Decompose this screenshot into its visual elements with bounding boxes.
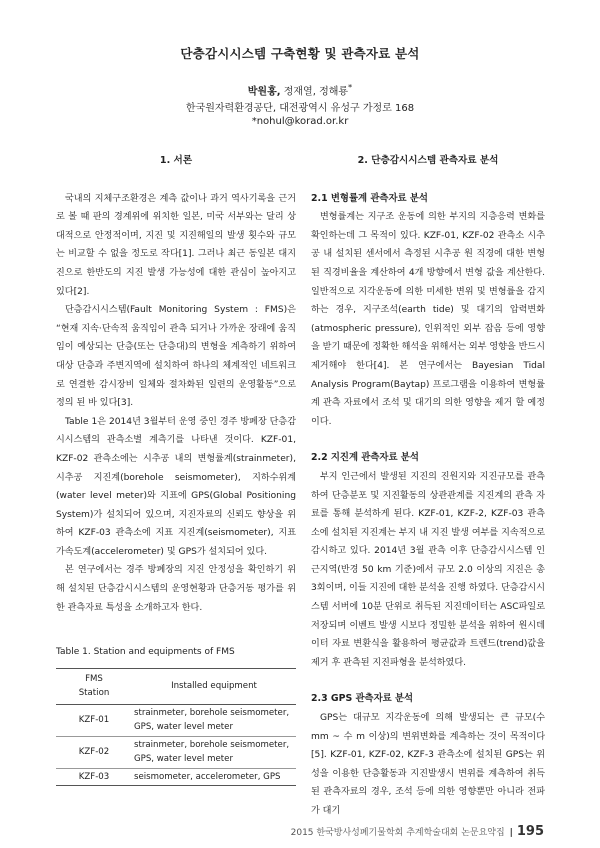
equipment-cell: seismometer, accelerometer, GPS xyxy=(132,768,296,786)
co-authors: 정재열, 정해룡 xyxy=(280,86,349,98)
intro-paragraph-2: 단층감시시스템(Fault Monitoring System : FMS)은 “현재 지속·단속적 움직임이 관측 되거나 가까운 장래에 움직임이 예상되는 단층(또는 단층대)의 변형을 계측하기 위하여 대상 단층과 주변지역에 설치하여 하나의 체계적인 네트워크로 연결한 감시장비 일체와 절차화된 일련의 운영활동”으로 정의 된 바 있다[3]. xyxy=(56,305,296,409)
section-heading-intro: 1. 서론 xyxy=(159,155,193,166)
corresponding-mark: * xyxy=(348,82,353,92)
intro-paragraph-4: 본 연구에서는 경주 방폐장의 지진 안정성을 확인하기 위해 설치된 단층감시시스템의 운영현황과 단층거동 평가를 위한 관측자료 특성을 소개하고자 한다. xyxy=(56,565,296,613)
strainmeter-paragraph: 변형률계는 지구조 운동에 의한 부지의 지층응력 변화를 확인하는데 그 목적이 있다. KZF-01, KZF-02 관측소 시추공 내 설치된 센서에서 측정된 시추공 원 직경에 대한 변형된 직경비율을 계산하여 4개 방향에서 변형 값을 계산한다. 일반적으로 지각운동에 의한 미세한 변위 및 변형률을 감지하는 경우, 지구조석(earth tide) 및 대기의 압력변화(atmospheric pressure), 인위적인 외부 잡음 등에 영향을 받기 때문에 정확한 해석을 위해서는 외부 영향을 반드시 제거해야 한다[4]. 본 연구에서는 Bayesian Tidal Analysis Program(Baytap) 프로그램을 이용하여 변형률계 관측 자료에서 조석 및 대기의 의한 영향을 제거 할 예정이다. xyxy=(311,212,545,427)
station-cell: KZF-01 xyxy=(56,704,132,736)
station-cell: KZF-02 xyxy=(56,736,132,768)
subsection-title-seismometer: 2.2 지진계 관측자료 분석 xyxy=(311,452,419,464)
email: *nohul@korad.or.kr xyxy=(251,116,349,127)
affiliation: 한국원자력환경공단, 대전광역시 유성구 가정로 168 xyxy=(185,103,415,114)
table-header-row xyxy=(56,668,296,704)
lead-author: 박원홍, xyxy=(247,86,281,98)
table-row xyxy=(56,768,296,786)
intro-paragraph-1: 국내의 지체구조환경은 계측 값이나 과거 역사기록을 근거로 볼 때 판의 경계위에 위치한 일본, 미국 서부와는 달리 상대적으로 안정적이며, 지진 및 지진해일의 발생 횟수와 규모는 비교할 수 없을 정도로 작다[1]. 그러나 최근 동일본 대지진으로 한반도의 지진 발생 가능성에 대한 관심이 높아지고 있다[2]. xyxy=(56,193,296,297)
table-row xyxy=(56,704,296,736)
subsection-title-strainmeter: 2.1 변형률계 관측자료 분석 xyxy=(311,192,428,204)
gps-paragraph: GPS는 대규모 지각운동에 의해 발생되는 큰 규모(수 mm ~ 수 m 이상)의 변위변화를 계측하는 것이 목적이다[5]. KZF-01, KZF-02, KZF-3 관측소에 설치된 GPS는 위성을 이용한 단층활동과 지진발생시 변위를 계측하여 취득된 관측자료의 경우, 조석 등에 의한 영향뿐만 아니라 전파가 대기 xyxy=(311,713,545,816)
intro-paragraph-3: Table 1은 2014년 3월부터 운영 중인 경주 방폐장 단층감시시스템의 관측소별 계측기를 나타낸 것이다. KZF-01, KZF-02 관측소에는 시추공 내의 변형률계(strainmeter), 시추공 지진계(borehole seismometer), 지하수위계(water level meter)와 지표에 GPS(Global Positioning System)가 설치되어 있으며, 지진자료의 신뢰도 향상을 위하여 KZF-03 관측소에 지표 지진계(seismometer), 지표 가속도계(accelerometer) 및 GPS가 설치되어 있다. xyxy=(56,416,296,557)
subsection-title-gps: 2.3 GPS 관측자료 분석 xyxy=(311,693,414,705)
left-column xyxy=(56,152,296,786)
right-column xyxy=(311,152,545,821)
equipment-cell: strainmeter, borehole seismometer, GPS, water level meter xyxy=(132,736,296,768)
section-heading-analysis: 2. 단층감시시스템 관측자료 분석 xyxy=(357,155,499,166)
table-header-equipment: Installed equipment xyxy=(132,668,296,704)
station-cell: KZF-03 xyxy=(56,768,132,786)
page-footer xyxy=(291,824,544,839)
paper-title: 단층감시시스템 구축현황 및 관측자료 분석 xyxy=(180,46,420,61)
table-header-station: FMS Station xyxy=(56,668,132,704)
table-row xyxy=(56,736,296,768)
equipment-cell: strainmeter, borehole seismometer, GPS, water level meter xyxy=(132,704,296,736)
author-line xyxy=(0,82,600,97)
fms-table xyxy=(56,668,296,787)
table-caption: Table 1. Station and equipments of FMS xyxy=(56,647,235,658)
seismometer-paragraph: 부지 인근에서 발생된 지진의 진원지와 지진규모를 관측하여 단층분포 및 지진활동의 상관관계를 지진계의 관측 자료를 통해 분석하게 된다. KZF-01, KZF-2, KZF-03 관측소에 설치된 지진계는 부지 내 지진 발생 여부를 지속적으로 감시하고 있다. 2014년 3월 관측 이후 단층감시시스템 인근지역(반경 50 km 기준)에서 규모 2.0 이상의 지진은 총 3회이며, 이들 지진에 대한 분석을 진행 하였다. 단층감시시스템 서버에 10분 단위로 취득된 지진데이터는 ASC파일로 저장되며 이벤트 발생 시보다 정밀한 분석을 위하여 원시데이터 자료 변환식을 활용하여 평균값과 트렌드(trend)값을 제거 후 관측된 지진파형을 분석하였다. xyxy=(311,471,545,668)
page-number: 195 xyxy=(516,824,544,839)
footer-separator: | xyxy=(509,828,513,838)
proceedings-name: 2015 한국방사성폐기물학회 추계학술대회 논문요약집 xyxy=(290,828,505,838)
